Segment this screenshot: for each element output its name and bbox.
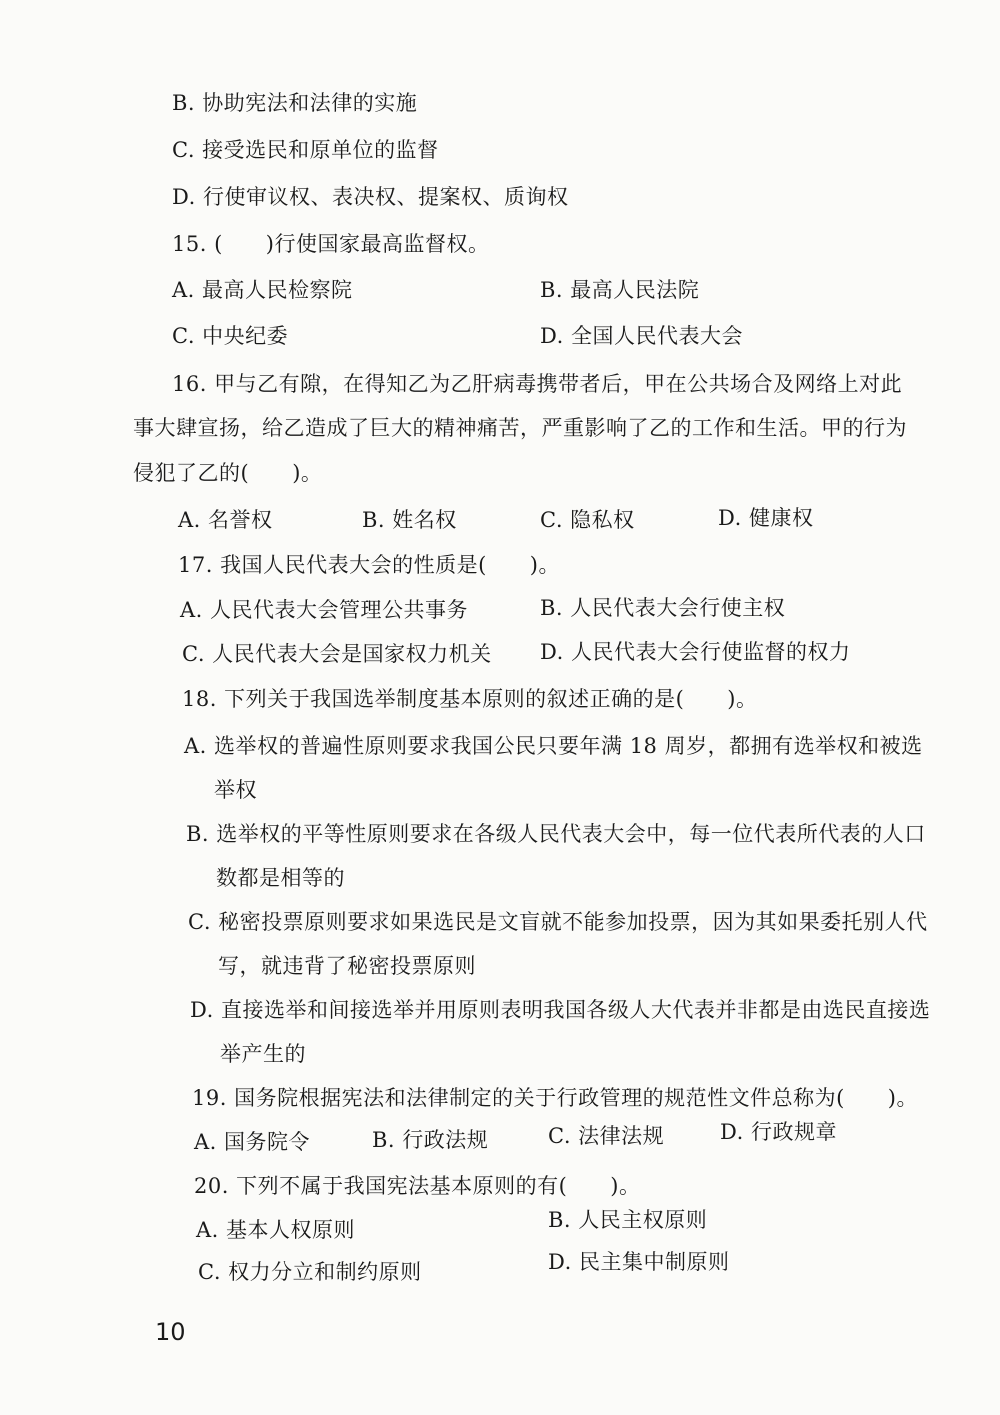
q18-option-c-line-2: 写，就违背了秘密投票原则 [218,954,476,978]
q17-option-c: C. 人民代表大会是国家权力机关 [182,642,492,666]
q18-option-a-line-1: A. 选举权的普遍性原则要求我国公民只要年满 18 周岁，都拥有选举权和被选 [184,734,923,758]
q18-option-d-line-1: D. 直接选举和间接选举并用原则表明我国各级人大代表并非都是由选民直接选 [190,998,931,1022]
q16-option-b: B. 姓名权 [362,508,457,532]
q17-option-b: B. 人民代表大会行使主权 [540,596,786,620]
q16-stem-line-2: 事大肆宣扬，给乙造成了巨大的精神痛苦，严重影响了乙的工作和生活。甲的行为 [133,416,907,440]
q20-option-b: B. 人民主权原则 [548,1208,708,1232]
q14-option-b: B. 协助宪法和法律的实施 [172,91,418,115]
q16-option-d: D. 健康权 [718,506,814,530]
page-number: 10 [155,1318,186,1346]
q18-option-b-line-2: 数都是相等的 [216,866,345,890]
q17-option-d: D. 人民代表大会行使监督的权力 [540,640,851,664]
q15-option-c: C. 中央纪委 [172,324,289,348]
q19-option-d: D. 行政规章 [720,1120,837,1144]
q17-option-a: A. 人民代表大会管理公共事务 [180,598,469,622]
q18-option-b-line-1: B. 选举权的平等性原则要求在各级人民代表大会中，每一位代表所代表的人口 [186,822,926,846]
q15-stem: 15. ( )行使国家最高监督权。 [172,232,490,256]
q19-option-a: A. 国务院令 [194,1130,311,1154]
q20-option-a: A. 基本人权原则 [196,1218,356,1242]
q15-option-a: A. 最高人民检察院 [172,278,353,302]
q20-stem: 20. 下列不属于我国宪法基本原则的有( )。 [194,1174,641,1198]
q18-option-a-line-2: 举权 [214,778,257,802]
q18-option-d-line-2: 举产生的 [220,1042,306,1066]
q17-stem: 17. 我国人民代表大会的性质是( )。 [178,553,560,577]
q19-option-c: C. 法律法规 [548,1124,665,1148]
q19-option-b: B. 行政法规 [372,1128,489,1152]
q14-option-c: C. 接受选民和原单位的监督 [172,138,439,162]
q15-option-d: D. 全国人民代表大会 [540,324,743,348]
q16-option-a: A. 名誉权 [178,508,273,532]
q16-stem-line-1: 16. 甲与乙有隙，在得知乙为乙肝病毒携带者后，甲在公共场合及网络上对此 [172,372,903,396]
q18-stem: 18. 下列关于我国选举制度基本原则的叙述正确的是( )。 [182,687,758,711]
q14-option-d: D. 行使审议权、表决权、提案权、质询权 [172,185,569,209]
q16-option-c: C. 隐私权 [540,508,635,532]
q20-option-c: C. 权力分立和制约原则 [198,1260,422,1284]
q20-option-d: D. 民主集中制原则 [548,1250,730,1274]
q19-stem: 19. 国务院根据宪法和法律制定的关于行政管理的规范性文件总称为( )。 [192,1086,918,1110]
q15-option-b: B. 最高人民法院 [540,278,700,302]
q16-stem-line-3: 侵犯了乙的( )。 [133,461,323,485]
q18-option-c-line-1: C. 秘密投票原则要求如果选民是文盲就不能参加投票，因为其如果委托别人代 [188,910,928,934]
